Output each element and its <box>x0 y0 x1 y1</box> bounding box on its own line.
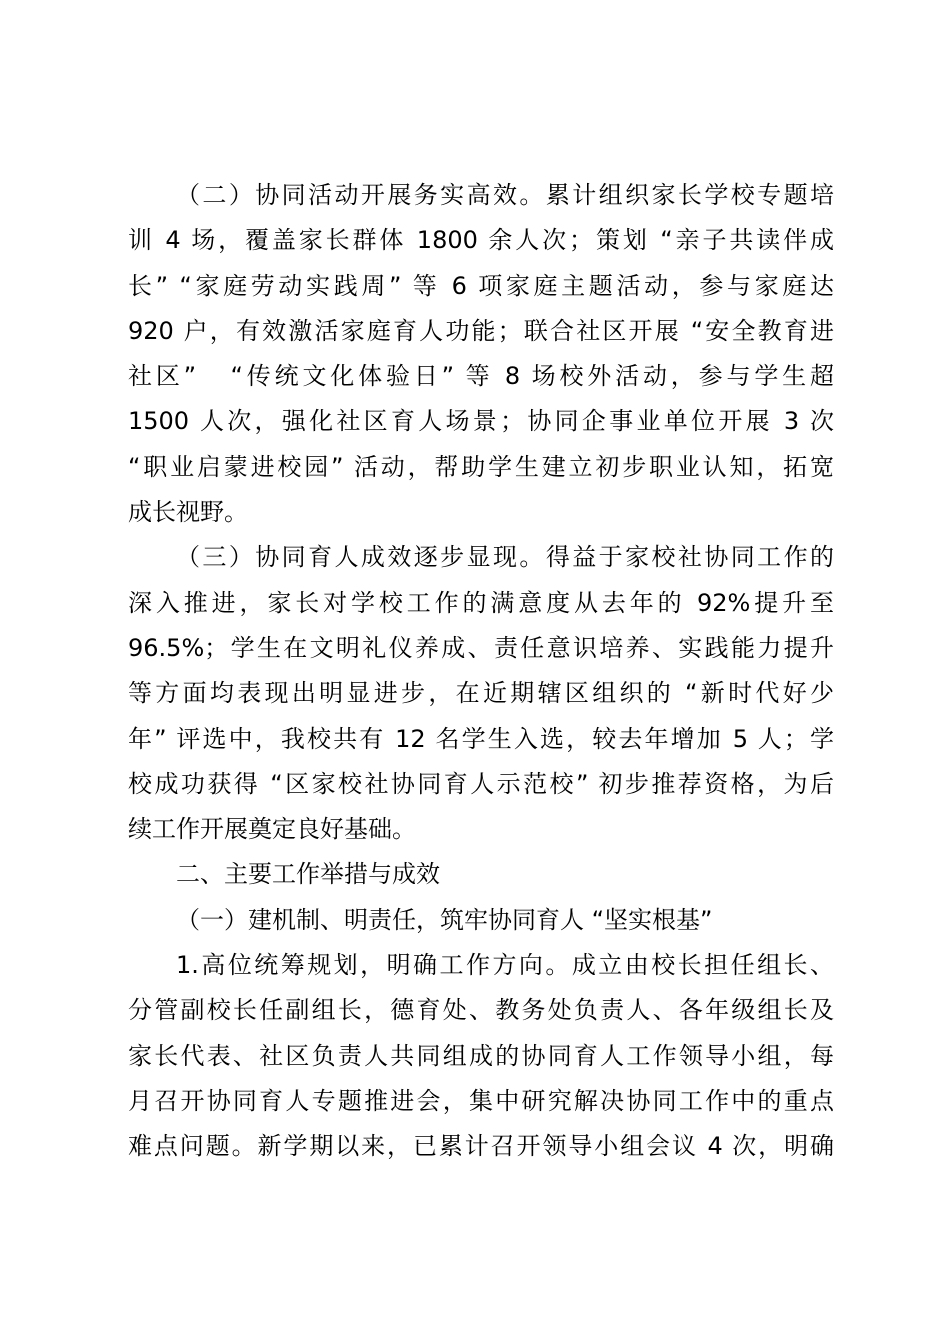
subsection-heading: （一）建机制、明责任，筑牢协同育人 “坚实根基” <box>176 905 713 934</box>
text-line: 训 4 场，覆盖家长群体 1800 余人次；策划 “亲子共读伴成 <box>128 226 834 255</box>
section-heading-main-measures <box>128 852 834 897</box>
text-line: 等方面均表现出明显进步，在近期辖区组织的 “新时代好少 <box>128 679 834 708</box>
section-heading: 二、主要工作举措与成效 <box>176 860 440 889</box>
text-line: （二）协同活动开展务实高效。累计组织家长学校专题培 <box>176 181 834 209</box>
text-line: 月召开协同育人专题推进会，集中研究解决协同工作中的重点 <box>128 1086 834 1115</box>
text-line: 难点问题。新学期以来，已累计召开领导小组会议 4 次，明确 <box>128 1132 834 1161</box>
text-line: 96.5%；学生在文明礼仪养成、责任意识培养、实践能力提升 <box>128 633 834 662</box>
text-line: 分管副校长任副组长，德育处、教务处负责人、各年级组长及 <box>128 996 834 1025</box>
text-line: 920 户，有效激活家庭育人功能；联合社区开展 “安全教育进 <box>128 316 834 345</box>
text-line: 续工作开展奠定良好基础。 <box>128 815 416 844</box>
text-line: 家长代表、社区负责人共同组成的协同育人工作领导小组，每 <box>128 1041 834 1070</box>
text-line: 1500 人次，强化社区育人场景；协同企事业单位开展 3 次 <box>128 407 834 436</box>
text-line: 校成功获得 “区家校社协同育人示范校” 初步推荐资格，为后 <box>128 769 834 798</box>
paragraph-planning <box>128 943 834 1169</box>
text-line: 社区” “传统文化体验日” 等 8 场校外活动，参与学生超 <box>128 362 834 391</box>
text-line: 1.高位统筹规划，明确工作方向。成立由校长担任组长、 <box>176 951 834 980</box>
subsection-heading-mechanism <box>128 898 834 943</box>
text-line: 年” 评选中，我校共有 12 名学生入选，较去年增加 5 人；学 <box>128 724 834 753</box>
text-line: “职业启蒙进校园” 活动，帮助学生建立初步职业认知，拓宽 <box>128 452 834 481</box>
paragraph-collaborative-activities <box>128 173 834 535</box>
paragraph-collaborative-results <box>128 535 834 852</box>
document-body <box>128 173 834 1170</box>
text-line: 长” “家庭劳动实践周” 等 6 项家庭主题活动，参与家庭达 <box>128 271 834 300</box>
text-line: 成长视野。 <box>128 498 248 527</box>
text-line: 深入推进，家长对学校工作的满意度从去年的 92%提升至 <box>128 588 834 617</box>
text-line: （三）协同育人成效逐步显现。得益于家校社协同工作的 <box>176 543 834 572</box>
